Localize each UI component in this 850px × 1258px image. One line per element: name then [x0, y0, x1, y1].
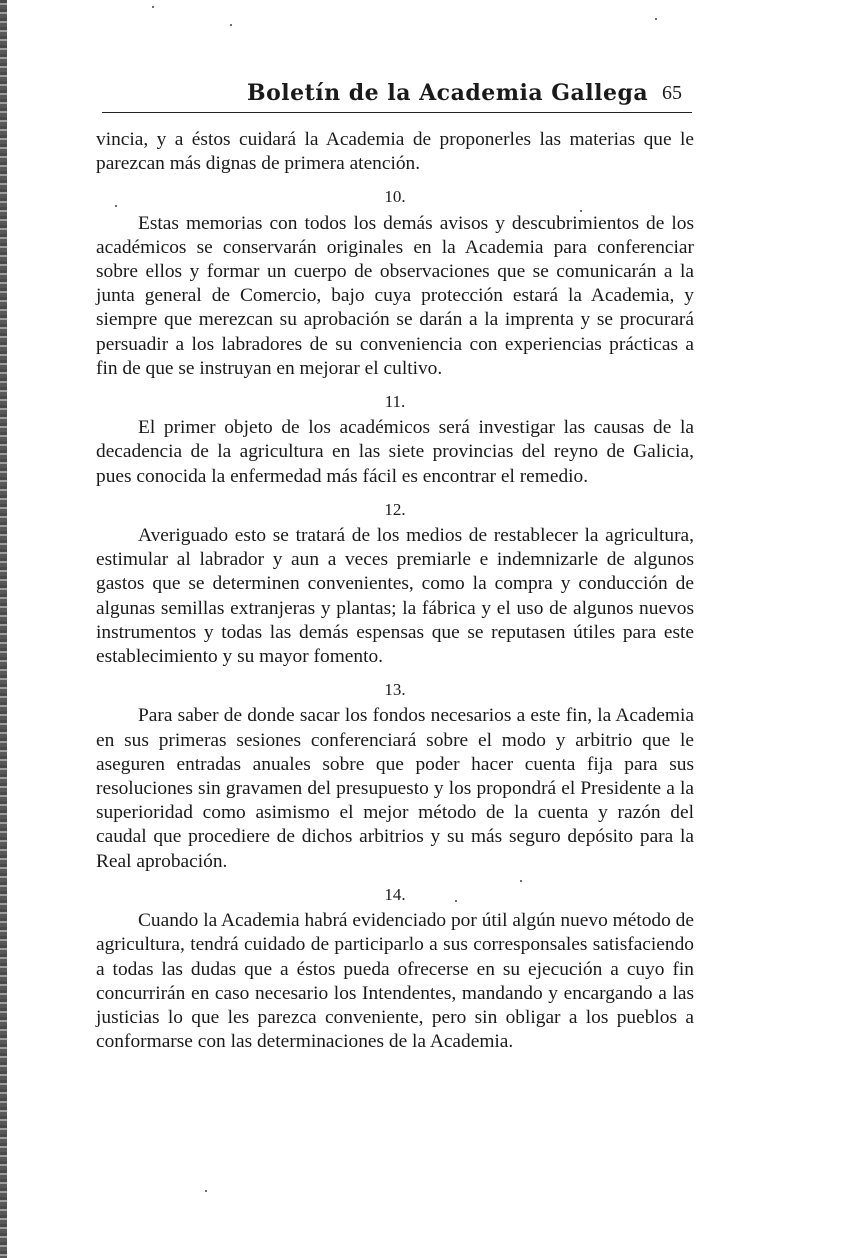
article-number-14: 14.: [384, 884, 406, 904]
paragraph-article-11: El primer objeto de los académicos será investigar las causas de la decadencia de la agricultura en las siete provincias del reyno de Galicia, pues conocida la enfermedad más fácil es encontrar el remedio.: [96, 417, 694, 487]
scan-speck: [152, 6, 154, 8]
scan-speck: [230, 24, 232, 26]
article-body: [96, 128, 694, 1054]
paragraph-article-14: Cuando la Academia habrá evidenciado por útil algún nuevo método de agricultura, tendrá cuidado de participarlo a sus corresponsales satisfaciendo a todas las dudas que a éstos pueda ofrecerse en su ejecución a cuyo fin concurrirán en caso necesario los Intendentes, mandando y encargando a las justicias lo que les parezca conveniente, pero sin obligar a los pueblos a conformarse con las determinaciones de la Academia.: [96, 910, 694, 1053]
page-binding-edge: [0, 0, 7, 1258]
scan-speck: [520, 880, 522, 882]
running-header: [102, 78, 692, 110]
paragraph-article-12: Averiguado esto se tratará de los medios de restablecer la agricultura, estimular al labrador y aun a veces premiarle e indemnizarle de algunos gastos que se determinen convenientes, como la compra y conducción de algunas semillas extranjeras y plantas; la fábrica y el uso de algunos nuevos instrumentos y todas las demás espensas que se reputasen útiles para este establecimiento y su mayor fomento.: [96, 525, 694, 668]
paragraph-article-13: Para saber de donde sacar los fondos necesarios a este fin, la Academia en sus primeras sesiones conferenciará sobre el modo y arbitrio que le aseguren entradas anuales sobre que poder hacer cuenta fija para sus resoluciones sin gravamen del presupuesto y los propondrá el Presidente a la superioridad como asimismo el mejor método de la cuenta y razón del caudal que procediere de dichos arbitrios y su más seguro depósito para la Real aprobación.: [96, 705, 694, 872]
scan-speck: [580, 210, 582, 212]
paragraph-article-10: Estas memorias con todos los demás avisos y descubrimientos de los académicos se conservarán originales en la Academia para conferenciar sobre ellos y formar un cuerpo de observaciones que se comunicarán a la junta general de Comercio, bajo cuya protección estará la Academia, y siempre que merezcan su aprobación se darán a la imprenta y se procurará persuadir a los labradores de su conveniencia con experiencias prácticas a fin de que se instruyan en mejorar el cultivo.: [96, 212, 694, 379]
journal-title: Boletín de la Academia Gallega: [247, 80, 649, 106]
header-rule: [102, 112, 692, 113]
scan-speck: [115, 205, 117, 207]
article-number-12: 12.: [384, 499, 406, 519]
scan-speck: [455, 900, 457, 902]
scan-speck: [205, 1190, 207, 1192]
article-number-11: 11.: [384, 392, 406, 412]
article-number-13: 13.: [384, 680, 406, 700]
article-number-10: 10.: [384, 187, 406, 207]
scan-speck: [655, 18, 657, 20]
page-number: 65: [662, 82, 682, 104]
paragraph-continued: vincia, y a éstos cuidará la Academia de proponerles las materias que le parezcan más dignas de primera atención.: [96, 129, 694, 175]
